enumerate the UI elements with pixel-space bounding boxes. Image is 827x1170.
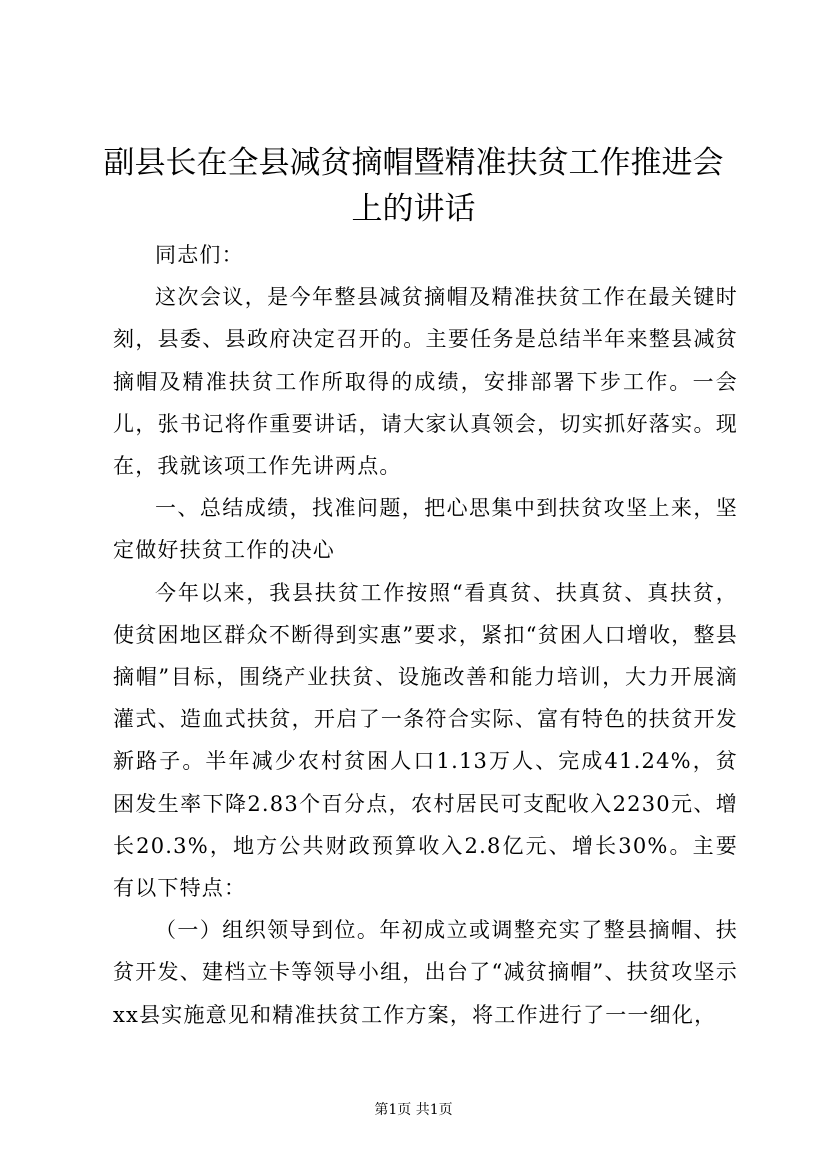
body-paragraph: （一）组织领导到位。年初成立或调整充实了整县摘帽、扶贫开发、建档立卡等领导小组，出台了“减贫摘帽”、扶贫攻坚示xx县实施意见和精准扶贫工作方案，将工作进行了一一细化， [113, 918, 738, 1027]
salutation-paragraph: 同志们： [155, 243, 244, 267]
page-footer [0, 1100, 827, 1120]
body-paragraph: 今年以来，我县扶贫工作按照“看真贫、扶真贫、真扶贫，使贫困地区群众不断得到实惠”要求，紧扣“贫困人口增收，整县摘帽”目标，围绕产业扶贫、设施改善和能力培训，大力开展滴灌式、造血式扶贫，开启了一条符合实际、富有特色的扶贫开发新路子。半年减少农村贫困人口1.13万人、完成41.24%，贫困发生率下降2.83个百分点，农村居民可支配收入2230元、增长20.3%，地方公共财政预算收入2.8亿元、增长30%。主要有以下特点： [113, 580, 738, 901]
document-body [113, 234, 738, 1036]
page-number-label: 第1页 共1页 [374, 1102, 453, 1118]
document-title: 副县长在全县减贫摘帽暨精准扶贫工作推进会上的讲话 [103, 145, 724, 227]
body-paragraph: 这次会议，是今年整县减贫摘帽及精准扶贫工作在最关键时刻，县委、县政府决定召开的。主要任务是总结半年来整县减贫摘帽及精准扶贫工作所取得的成绩，安排部署下步工作。一会儿，张书记将作重要讲话，请大家认真领会，切实抓好落实。现在，我就该项工作先讲两点。 [113, 285, 738, 479]
section-heading-paragraph: 一、总结成绩，找准问题，把心思集中到扶贫攻坚上来，坚定做好扶贫工作的决心 [113, 496, 738, 563]
